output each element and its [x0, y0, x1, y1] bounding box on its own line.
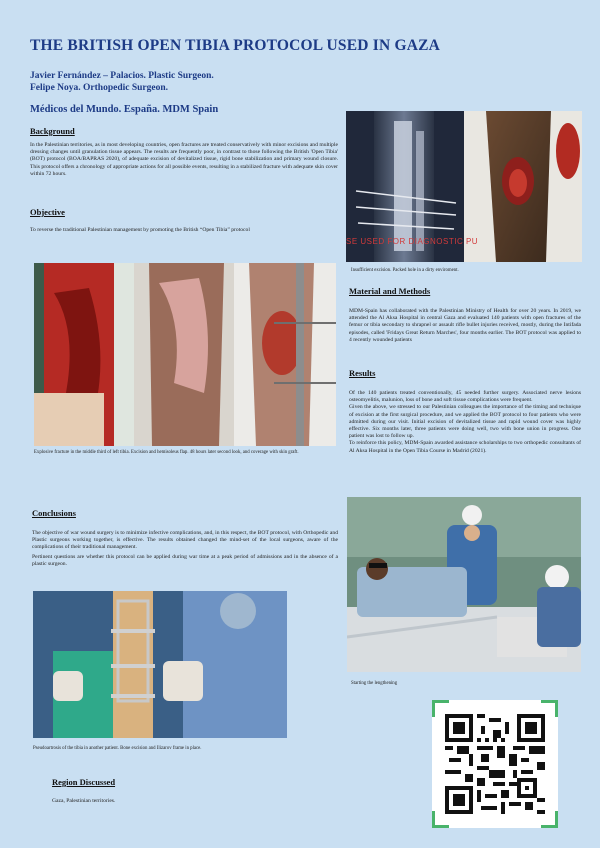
region-text: Gaza, Palestinian territories.	[52, 798, 116, 804]
excision-flap-illustration	[34, 263, 336, 446]
region-heading: Region Discussed	[52, 777, 116, 787]
poster-title: THE BRITISH OPEN TIBIA PROTOCOL USED IN GAZA	[30, 37, 441, 54]
excision-flap-photos	[34, 263, 336, 446]
conclusions-paragraph-2: Pertinent questions are whether this protocol can be applied during war time at a peak period of admissions and in the absence of a plastic surgeon.	[32, 553, 338, 567]
objective-heading: Objective	[30, 207, 65, 217]
results-paragraph-3: To reinforce this policy, MDM-Spain awarded assistance scholarships to two orthopedic consultants of Al Aksa Hospital in the Open Tibia Course in Madrid (2021).	[349, 440, 581, 454]
qr-code-icon	[445, 714, 545, 814]
excision-caption: Explosive fracture in the middle third of left tibia. Excision and hemisoleus flap. 48 hours later second look, and coverage with skin graft.	[34, 450, 299, 455]
background-text: In the Palestinian territories, as in most developing countries, open fractures are treated conservatively with minor excisions and multiple dressing changes until granulation tissue appears. The results are frequently poor, in contrast to those following the British 'Open Tibia' (BOT) protocol (BOA/BAPRAS 2020), of adequate excision of devitalized tissue, rigid bone stabilization and primary wound closure. This protocol offers a chronology of appropriate actions for all possible events, resulting in a stabilized fracture with adequate skin cover within 72 hours.	[30, 142, 338, 177]
ilizarov-illustration	[33, 591, 287, 738]
lengthening-illustration	[347, 497, 581, 672]
ilizarov-photo	[33, 591, 287, 738]
xray-and-wound-photo	[346, 111, 582, 262]
author-2: Felipe Noya. Orthopedic Surgeon.	[30, 83, 169, 93]
xray-caption: Insufficient excision. Packed hole in a dirty enviroment.	[351, 268, 459, 273]
methods-heading: Material and Methods	[349, 286, 431, 296]
background-heading: Background	[30, 126, 75, 136]
results-paragraph-1: Of the 140 patients treated conventionally, 45 needed further surgery. Associated nerve lesions osteomyelitis, malunion, loss of bone and soft tissue complications were frequent.	[349, 390, 581, 404]
results-paragraph-2: Given the above, we stressed to our Palestinian colleagues the importance of the timing and technique of excision at the first surgical procedure, and we applied the BOT protocol to four patients who were admitted during our visit. Initial excision of devitalized tissue and rapid wound cover was highly effective. Six months later, three patients were doing well, two with bone union in progress. One patient was lost to follow up.	[349, 404, 581, 440]
ilizarov-caption: Pseudoartrosis of the tibia in another patient. Bone excision and Ilizarov frame in place.	[33, 746, 202, 751]
conclusions-heading: Conclusions	[32, 508, 76, 518]
lengthening-photo	[347, 497, 581, 672]
methods-text: MDM-Spain has collaborated with the Palestinian Ministry of Health for over 20 years. In 2019, we attended the Al Aksa Hospital in central Gaza and evaluated 140 patients with open fractures of the femur or tibia secondary to shrapnel or assault rifle bullet injuries received, mostly, during the Intifada episodes, called 'Fridays Great Return Marches', four months earlier. The BOT protocol was applied to 4 recently wounded patients	[349, 308, 581, 343]
lengthening-caption: Starting the lengthening	[351, 681, 398, 686]
qr-code-block[interactable]	[432, 700, 558, 828]
organization: Médicos del Mundo. España. MDM Spain	[30, 104, 219, 115]
conclusions-paragraph-1: The objective of war wound surgery is to minimize infective complications, and, in this respect, the BOT protocol, with Orthopedic and Plastic surgeons working together, is effective. The results obtained changed the mind-set of the local surgeons, aware of the complications of their traditional management.	[32, 530, 338, 551]
xray-overlay-text: SE USED FOR DIAGNOSTIC PU	[346, 237, 479, 246]
conclusions-text	[32, 530, 338, 568]
objective-text: To reverse the traditional Palestinian management by promoting the British “Open Tibia” protocol	[30, 227, 250, 233]
results-heading: Results	[349, 368, 376, 378]
authors	[30, 70, 430, 94]
author-1: Javier Fernández – Palacios. Plastic Surgeon.	[30, 71, 214, 81]
results-text	[349, 390, 581, 455]
